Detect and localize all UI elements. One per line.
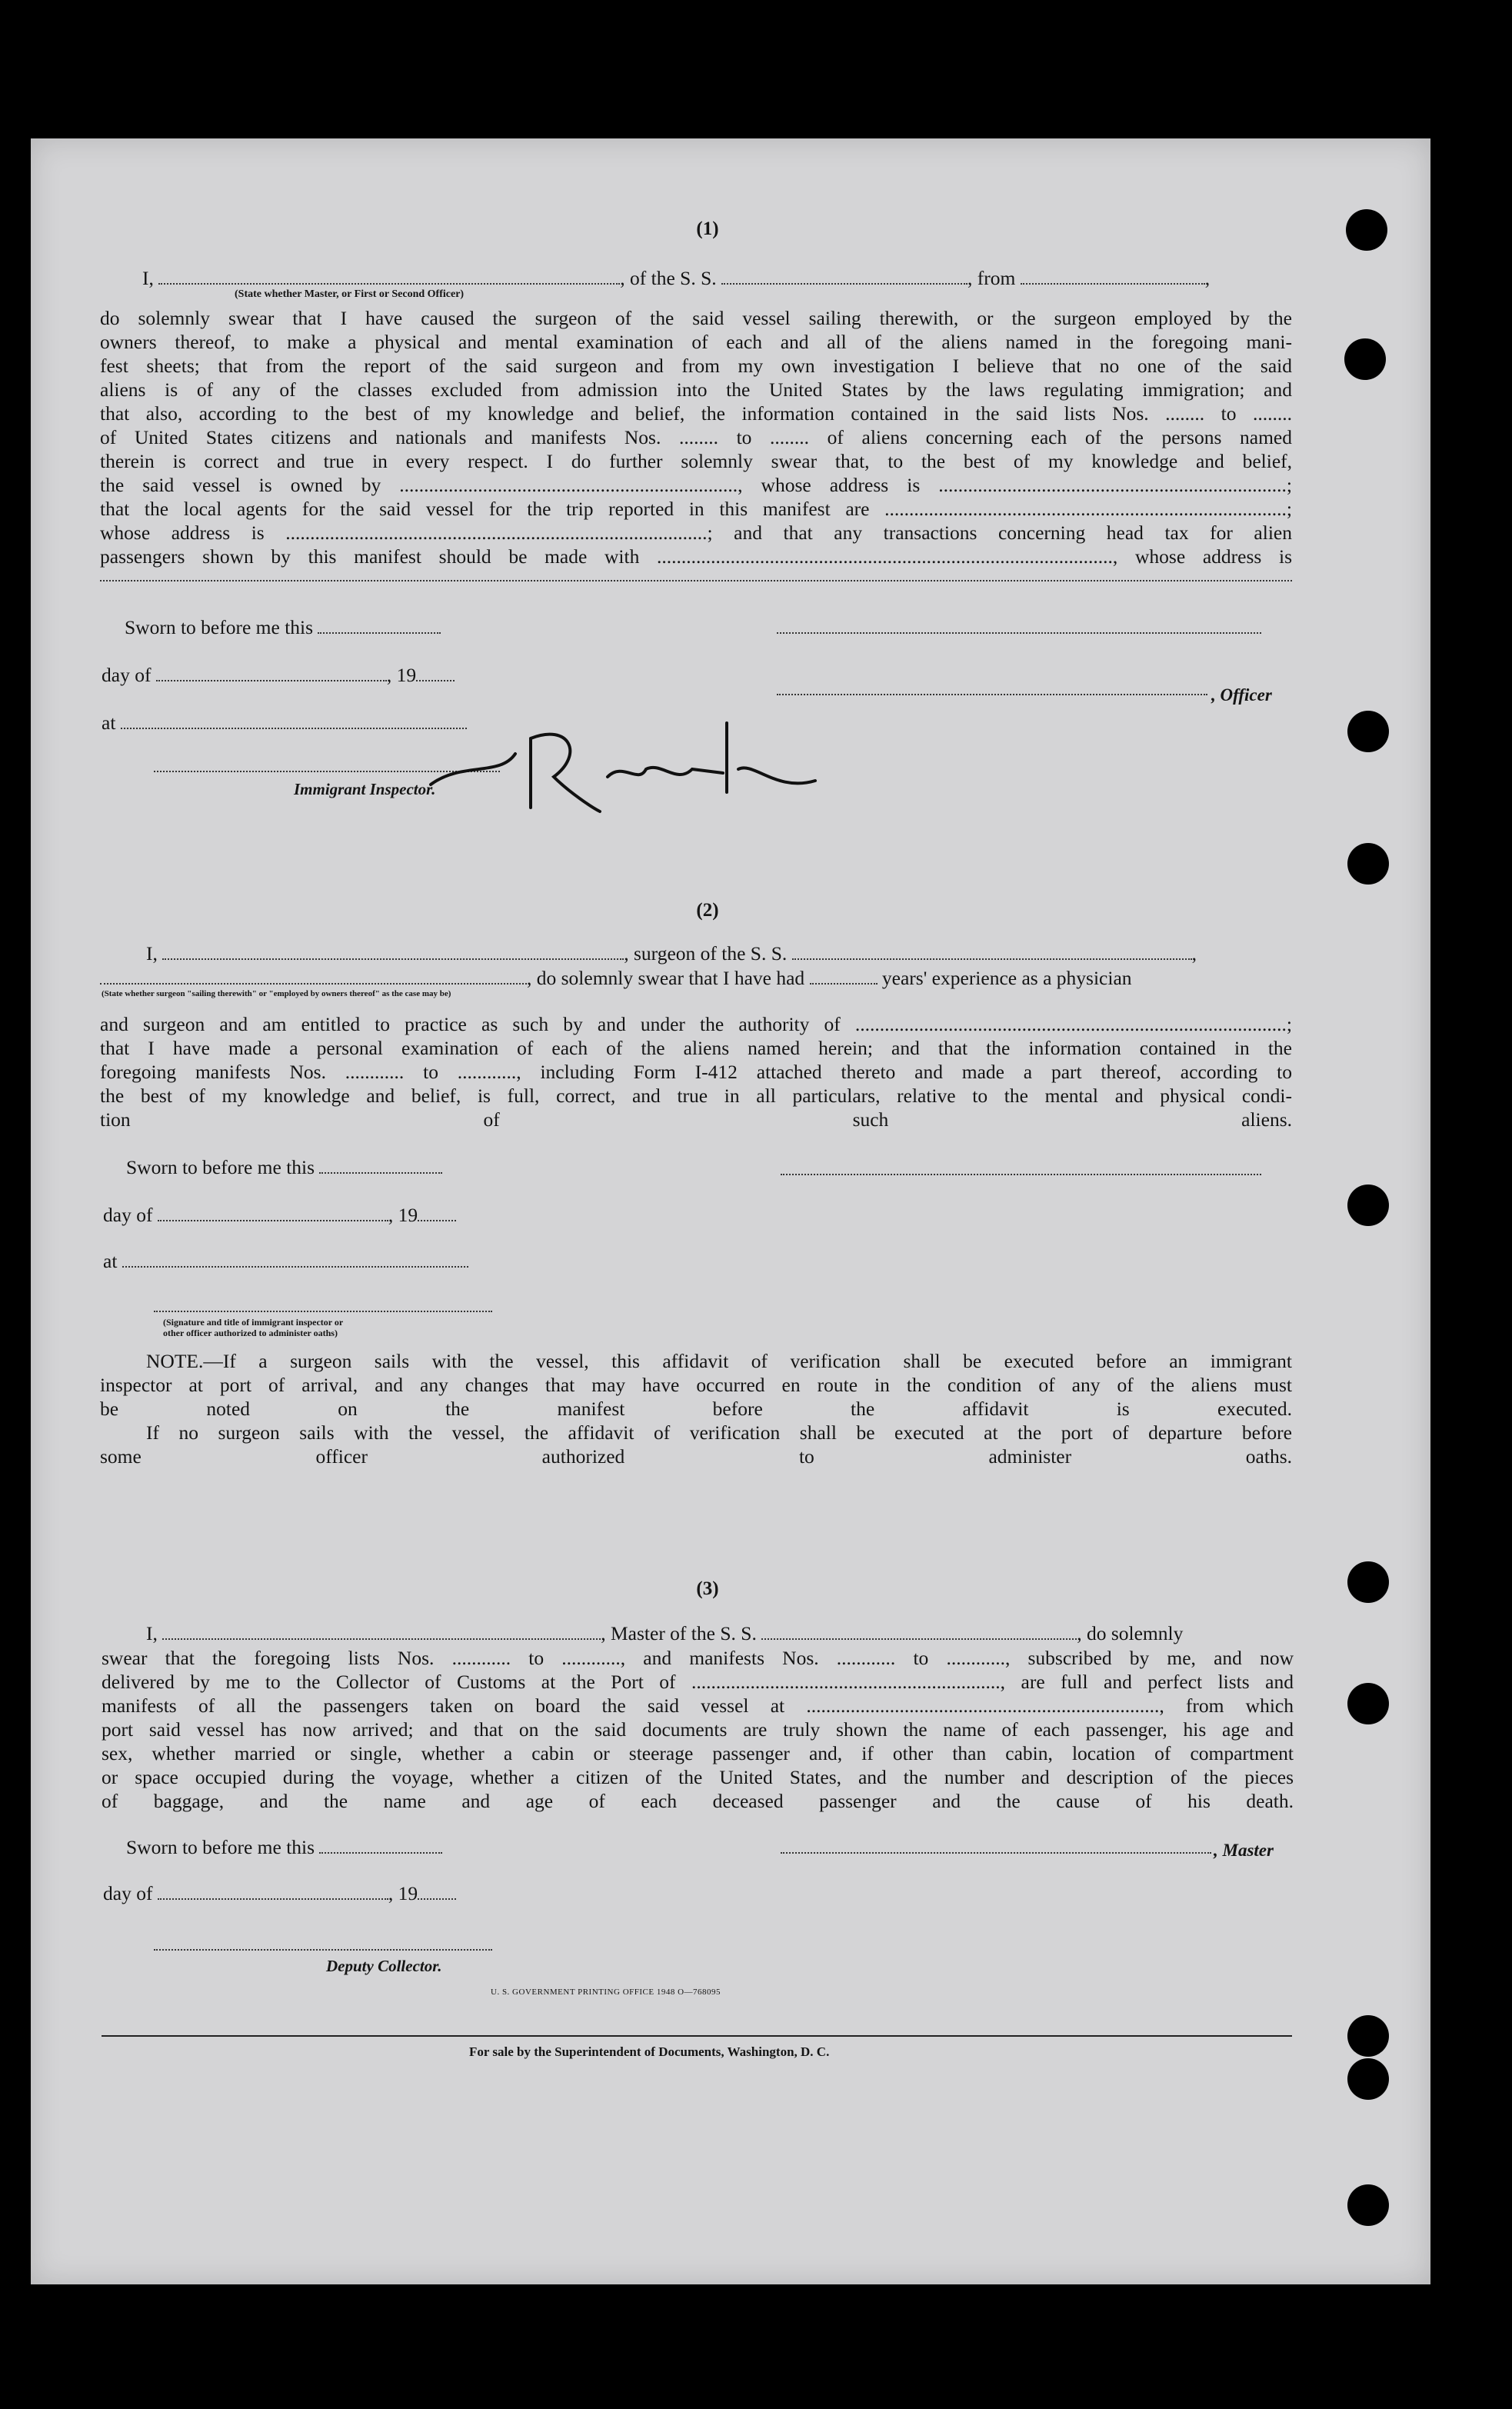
surgeon-status-field[interactable] — [100, 969, 527, 985]
manifest-page — [31, 138, 1430, 2284]
section-1-body-line: whose address is ......................................................................................; and that any transactions concerning head tax for alien — [100, 521, 1292, 544]
sig-caption-2: other officer authorized to administer oaths) — [163, 1328, 338, 1338]
section-1-caption: (State whether Master, or First or Second Officer) — [235, 288, 465, 300]
day-field[interactable] — [156, 666, 387, 681]
master-name-field[interactable] — [162, 1624, 601, 1640]
at-place-field[interactable] — [122, 1252, 468, 1268]
note-line: inspector at port of arrival, and any changes that may have occurred en route in the condition of any of the aliens must — [100, 1374, 1292, 1396]
at-label: at — [102, 711, 116, 734]
note-line: some officer authorized to administer oaths. — [100, 1445, 1292, 1468]
section-3-body-line: swear that the foregoing lists Nos. ............ to ............, and manifests Nos. ............ to ............, subscribed by me, and now — [102, 1647, 1294, 1669]
binder-hole — [1347, 711, 1389, 752]
note-line: If no surgeon sails with the vessel, the affidavit of verification shall be executed at the port of departure before — [146, 1421, 1292, 1444]
section-2-line1: I, , surgeon of the S. S. , — [146, 942, 1197, 965]
sig-caption-1: (Signature and title of immigrant inspector or — [163, 1317, 344, 1328]
section-2-line1-prefix: I, — [146, 942, 158, 965]
binder-hole — [1347, 2015, 1389, 2057]
section-2-line2-a: , do solemnly swear that I have had — [527, 967, 805, 989]
year-field[interactable] — [418, 1206, 456, 1221]
gpo-imprint: U. S. GOVERNMENT PRINTING OFFICE 1948 O—768095 — [491, 1988, 721, 1997]
sworn-label: Sworn to before me this — [126, 1836, 315, 1858]
section-2-sworn — [126, 1155, 442, 1179]
day-field[interactable] — [158, 1206, 388, 1221]
section-2-caption: (State whether surgeon "sailing therewith" or "employed by owners thereof" as the case may be) — [102, 989, 451, 998]
binder-hole — [1347, 1185, 1389, 1226]
section-3-line1-end: , do solemnly — [1077, 1622, 1184, 1644]
section-3-sworn — [126, 1835, 442, 1859]
section-1-body-line: that the local agents for the said vessel for the trip reported in this manifest are ..................................................................................; — [100, 498, 1292, 520]
master-vessel-field[interactable] — [761, 1624, 1077, 1640]
section-1-body-line: do solemnly swear that I have caused the surgeon of the said vessel sailing therewith, or the surgeon employed by the — [100, 307, 1292, 329]
section-2-body-line: that I have made a personal examination of each of the aliens named herein; and that the information contained in the — [100, 1037, 1292, 1059]
section-3-body-line: manifests of all the passengers taken on board the said vessel at ........................................................................, from which — [102, 1694, 1294, 1717]
section-2-day — [103, 1203, 456, 1227]
vessel-name-field[interactable] — [721, 269, 967, 285]
section-1-line1: I, , of the S. S. , from , — [142, 267, 1211, 289]
sworn-label: Sworn to before me this — [125, 616, 314, 638]
master-signature-line[interactable] — [781, 1851, 1211, 1854]
binder-hole — [1347, 2184, 1389, 2226]
footer-rule — [102, 2035, 1292, 2037]
section-2-line2 — [100, 966, 1132, 990]
footer-text: For sale by the Superintendent of Documents, Washington, D. C. — [469, 2044, 830, 2059]
address-field[interactable] — [100, 578, 1292, 581]
section-3-line1-mid: , Master of the S. S. — [601, 1622, 757, 1644]
section-3-body — [102, 1646, 1294, 1813]
section-2-body-line: foregoing manifests Nos. ............ to ............, including Form I-412 attached thereto and made a part thereof, according to — [100, 1061, 1292, 1083]
officer-signature-line[interactable] — [777, 631, 1261, 634]
year-field[interactable] — [418, 1884, 456, 1900]
section-1-at — [102, 711, 467, 735]
binder-hole — [1347, 1561, 1389, 1603]
section-1-line1-end: , from — [967, 267, 1016, 289]
deputy-collector-signature-line[interactable] — [154, 1948, 492, 1951]
surgeon-vessel-field[interactable] — [792, 945, 1192, 960]
sworn-date-field[interactable] — [319, 1838, 442, 1854]
handwritten-signature — [415, 692, 846, 823]
surgeon-signature-line[interactable] — [781, 1172, 1261, 1175]
binder-hole — [1347, 843, 1389, 885]
section-1-body-line: the said vessel is owned by ....................................................................., whose address is .......................................................................; — [100, 474, 1292, 496]
section-2-body — [100, 1012, 1292, 1131]
sworn-date-field[interactable] — [319, 1158, 442, 1174]
day-field[interactable] — [158, 1884, 388, 1900]
section-1-line1-prefix: I, — [142, 267, 154, 289]
section-3-body-line: sex, whether married or single, whether a cabin or steerage passenger and, if other than cabin, location of compartment — [102, 1742, 1294, 1764]
deputy-collector-label: Deputy Collector. — [326, 1957, 442, 1975]
section-2-line2-b: years' experience as a physician — [881, 967, 1132, 989]
section-3-day — [103, 1881, 456, 1905]
origin-port-field[interactable] — [1021, 269, 1205, 285]
note-line: NOTE.—If a surgeon sails with the vessel, this affidavit of verification shall be executed before an immigrant — [146, 1350, 1292, 1372]
section-3-body-line: port said vessel has now arrived; and that on the said documents are truly shown the name of each passenger, his age and — [102, 1718, 1294, 1741]
year-label: , 19 — [388, 1882, 418, 1904]
section-1-body-line: passengers shown by this manifest should be made with ............................................................................................., whose address is — [100, 545, 1292, 568]
section-3-body-line: delivered by me to the Collector of Customs at the Port of ..............................................................., are full and perfect lists and — [102, 1671, 1294, 1693]
section-3-line1-prefix: I, — [146, 1622, 158, 1644]
surgeon-name-field[interactable] — [162, 945, 624, 960]
binder-hole — [1346, 209, 1387, 251]
section-1-body-line: aliens is of any of the classes excluded from admission into the United States by the laws regulating immigration; and — [100, 378, 1292, 401]
section-3-line1 — [146, 1621, 1183, 1645]
sworn-date-field[interactable] — [318, 618, 441, 634]
at-label: at — [103, 1250, 118, 1272]
year-label: , 19 — [388, 1204, 418, 1226]
year-field[interactable] — [416, 666, 455, 681]
day-label: day of — [103, 1204, 153, 1226]
section-1-line1-mid: , of the S. S. — [620, 267, 717, 289]
note-line: be noted on the manifest before the affidavit is executed. — [100, 1398, 1292, 1420]
binder-hole — [1347, 1683, 1389, 1724]
section-2-body-line: tion of such aliens. — [100, 1108, 1292, 1131]
section-1-body-line: therein is correct and true in every respect. I do further solemnly swear that, to the best of my knowledge and belief, — [100, 450, 1292, 472]
year-label: , 19 — [386, 664, 417, 686]
section-1-body — [100, 306, 1292, 568]
section-2-body-line: and surgeon and am entitled to practice as such by and under the authority of ........................................................................................; — [100, 1013, 1292, 1035]
day-label: day of — [102, 664, 152, 686]
sworn-label: Sworn to before me this — [126, 1156, 315, 1178]
section-1-body-line: owners thereof, to make a physical and mental examination of each and all of the aliens named in the foregoing mani- — [100, 331, 1292, 353]
section-1-sworn — [125, 615, 441, 639]
master-name-field[interactable] — [158, 269, 620, 285]
section-2-line1-mid: , surgeon of the S. S. — [624, 942, 788, 965]
officer-label: , Officer — [1211, 685, 1272, 705]
inspector-label: Immigrant Inspector. — [294, 780, 436, 798]
section-3-body-line: of baggage, and the name and age of each deceased passenger and the cause of his death. — [102, 1790, 1294, 1812]
authorized-officer-signature-line[interactable] — [154, 1309, 492, 1312]
section-1-body-line: fest sheets; that from the report of the said surgeon and from my own investigation I believe that no one of the said — [100, 355, 1292, 377]
section-2-at — [103, 1249, 468, 1273]
section-1-body-line: that also, according to the best of my knowledge and belief, the information contained in the said lists Nos. ........ to ........ — [100, 402, 1292, 425]
day-label: day of — [103, 1882, 153, 1904]
section-3-number: (3) — [696, 1578, 719, 1599]
years-experience-field[interactable] — [810, 969, 878, 985]
section-2-number: (2) — [696, 900, 719, 921]
section-2-note — [100, 1349, 1292, 1468]
binder-hole — [1344, 338, 1386, 380]
section-1-day — [102, 663, 455, 687]
section-3-body-line: or space occupied during the voyage, whether a citizen of the United States, and the number and description of the pieces — [102, 1766, 1294, 1788]
section-1-number: (1) — [696, 218, 719, 239]
section-2-body-line: the best of my knowledge and belief, is full, correct, and true in all particulars, relative to the mental and physical condi- — [100, 1085, 1292, 1107]
binder-hole — [1347, 2058, 1389, 2100]
master-label: , Master — [1214, 1841, 1274, 1860]
section-1-body-line: of United States citizens and nationals and manifests Nos. ........ to ........ of aliens concerning each of the persons named — [100, 426, 1292, 448]
